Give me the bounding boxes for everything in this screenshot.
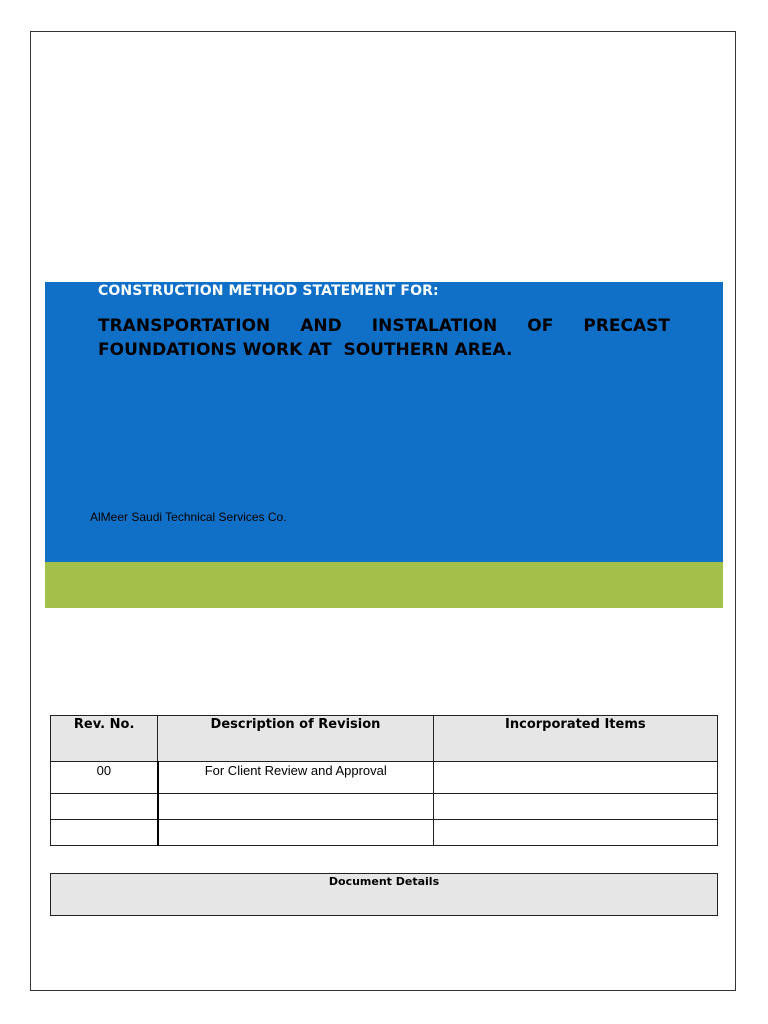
revision-table-header-row — [51, 716, 718, 762]
cell-description — [158, 794, 433, 820]
cell-incorporated-items — [433, 762, 717, 794]
cell-rev-no: 00 — [51, 762, 158, 794]
cell-rev-no — [51, 794, 158, 820]
cell-description: For Client Review and Approval — [158, 762, 433, 794]
table-row — [51, 820, 718, 846]
header-incorporated-items: Incorporated Items — [433, 716, 717, 762]
cover-title-line-1: TRANSPORTATION AND INSTALATION OF PRECAST — [98, 316, 670, 336]
revision-table — [50, 715, 718, 846]
company-name: AlMeer Saudi Technical Services Co. — [90, 510, 287, 524]
cover-title — [98, 314, 670, 362]
table-row — [51, 794, 718, 820]
cell-rev-no — [51, 820, 158, 846]
cover-subtitle: CONSTRUCTION METHOD STATEMENT FOR: — [98, 283, 439, 299]
document-details-header: Document Details — [50, 873, 718, 916]
cell-incorporated-items — [433, 794, 717, 820]
header-description: Description of Revision — [158, 716, 433, 762]
cover-title-line-2: FOUNDATIONS WORK AT SOUTHERN AREA. — [98, 340, 513, 360]
header-rev-no: Rev. No. — [51, 716, 158, 762]
cell-description — [158, 820, 433, 846]
table-row — [51, 762, 718, 794]
cover-green-band — [45, 562, 723, 608]
cell-incorporated-items — [433, 820, 717, 846]
